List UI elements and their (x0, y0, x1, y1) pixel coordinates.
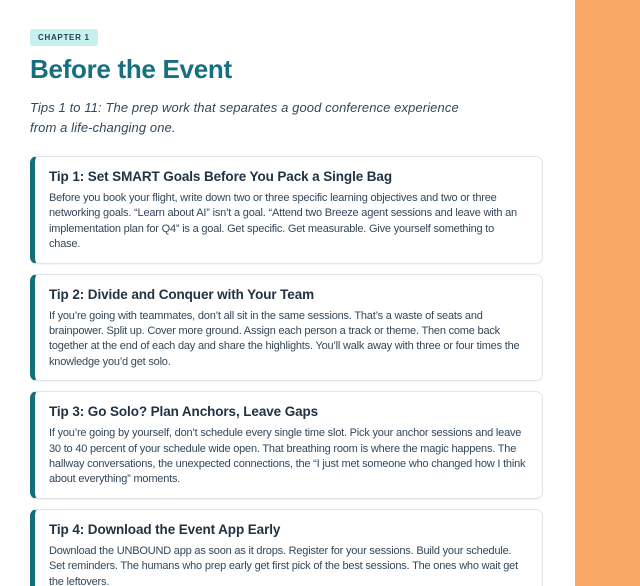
tip-body: If you’re going by yourself, don’t schedule every single time slot. Pick your anchor sessions and leave 30 to 40 percent of your schedule wide open. That breathing room is where the magic happens. The hallway conversations, the unexpected connections, the “I just met someone who changed how I think about everything” moments. (49, 427, 526, 486)
tips-list (30, 156, 543, 586)
tip-body: Download the UNBOUND app as soon as it drops. Register for your sessions. Build your schedule. Set reminders. The humans who prep early get first pick of the best sessions. The ones who wait get the leftovers. (49, 544, 518, 586)
tip-body: If you’re going with teammates, don’t all sit in the same sessions. That’s a waste of seats and brainpower. Split up. Cover more ground. Assign each person a track or theme. Then come back together at the end of each day and share the highlights. You’ll walk away with three or four times the knowledge you’d get solo. (49, 309, 520, 368)
tip-body: Before you book your flight, write down two or three specific learning objectives and two or three networking goals. “Learn about AI” isn’t a goal. “Attend two Breeze agent sessions and leave with an implementation plan for Q4” is a goal. Get specific. Get measurable. Give yourself something to chase. (49, 192, 517, 251)
tip-card-3 (30, 391, 543, 499)
tip-title: Tip 3: Go Solo? Plan Anchors, Leave Gaps (49, 404, 319, 420)
chapter-page (30, 27, 543, 586)
tip-card-2 (30, 274, 543, 382)
orange-edge-accent (575, 0, 640, 586)
tip-title: Tip 4: Download the Event App Early (49, 521, 281, 537)
tip-card-1 (30, 156, 543, 264)
page-title: Before the Event (30, 54, 232, 84)
tip-title: Tip 2: Divide and Conquer with Your Team (49, 286, 315, 302)
chapter-subtitle: Tips 1 to 11: The prep work that separates a good conference experience from a life-changing one. (30, 100, 459, 135)
chapter-badge: CHAPTER 1 (30, 29, 98, 46)
tip-card-4 (30, 509, 543, 586)
tip-title: Tip 1: Set SMART Goals Before You Pack a Single Bag (49, 169, 392, 184)
